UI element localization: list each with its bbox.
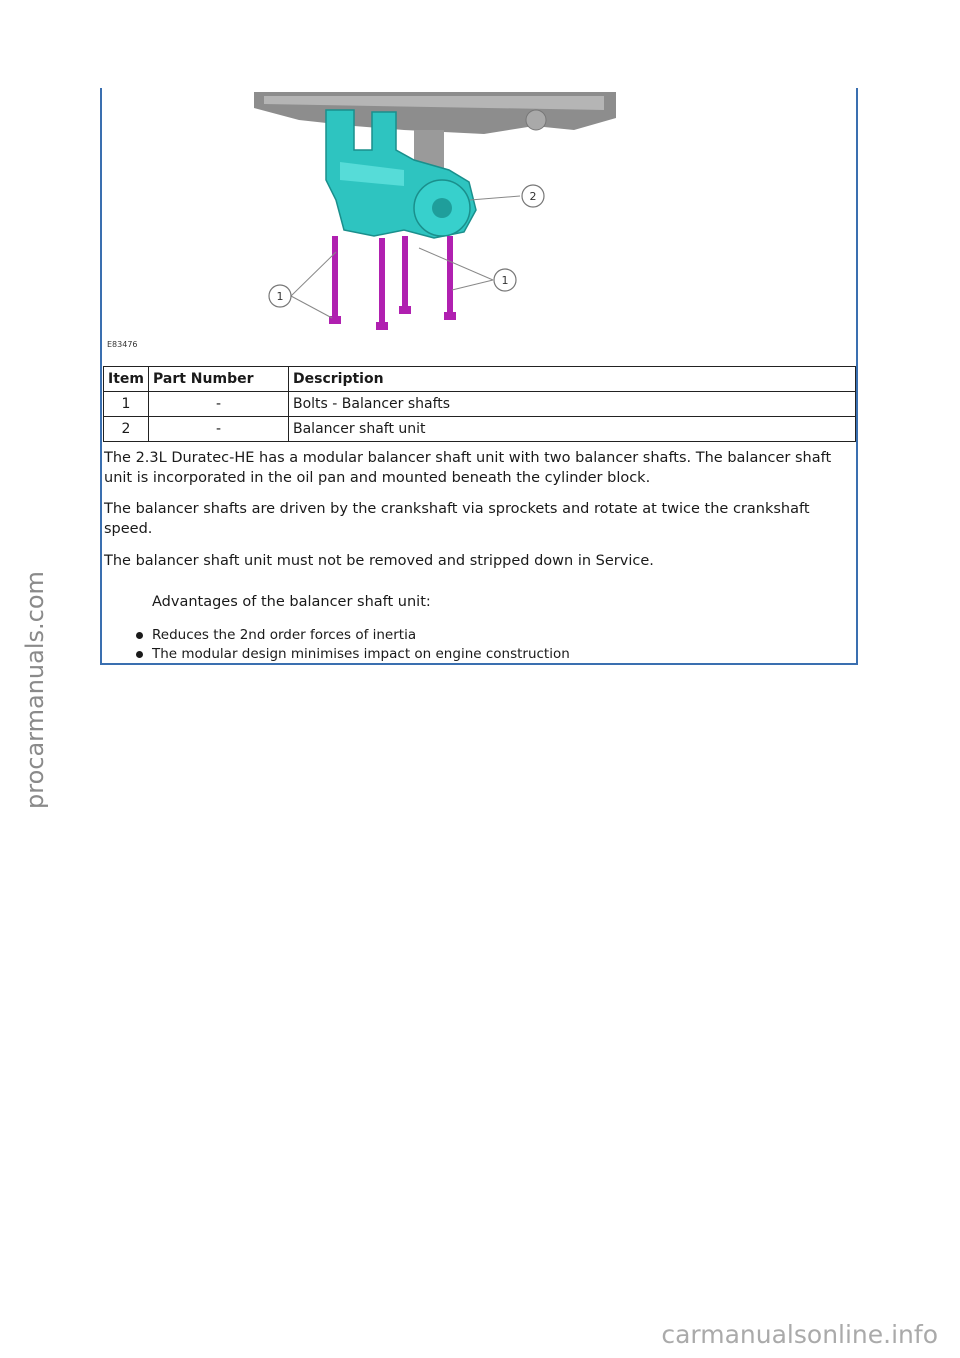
svg-text:2: 2 (529, 190, 537, 203)
engine-boss (526, 110, 546, 130)
balancer-shaft-figure (104, 90, 854, 352)
list-item-text: The modular design minimises impact on engine construction (152, 646, 570, 662)
advantages-list (130, 626, 570, 664)
cell-part-number: - (149, 392, 289, 417)
parts-table (103, 366, 856, 442)
leader-line (291, 252, 336, 296)
bullet-icon (136, 651, 143, 658)
callout-2 (522, 185, 544, 207)
bolt (402, 236, 408, 308)
leader-line (419, 248, 493, 280)
cell-description: Balancer shaft unit (289, 417, 856, 442)
leader-line (452, 280, 493, 290)
bolt (332, 236, 338, 318)
cell-part-number: - (149, 417, 289, 442)
callout-1-right (494, 269, 516, 291)
header-item: Item (104, 367, 149, 392)
cell-item: 2 (104, 417, 149, 442)
paragraph-drive: The balancer shafts are driven by the crankshaft via sprockets and rotate at twice the crankshaft speed. (104, 501, 810, 537)
bullet-icon (136, 632, 143, 639)
leader-line (291, 296, 332, 318)
list-item-text: Reduces the 2nd order forces of inertia (152, 627, 417, 643)
bolt-head (399, 306, 411, 314)
figure-id: E83476 (107, 340, 138, 349)
callout-1-left (269, 285, 291, 307)
balancer-shaft-illustration (104, 90, 854, 352)
bolt-head (444, 312, 456, 320)
bottom-watermark: carmanualsonline.info (661, 1320, 938, 1349)
cell-description: Bolts - Balancer shafts (289, 392, 856, 417)
table-row (104, 392, 856, 417)
advantages-heading: Advantages of the balancer shaft unit: (152, 594, 431, 610)
header-part-number: Part Number (149, 367, 289, 392)
bolt (379, 238, 385, 324)
bolt-head (376, 322, 388, 330)
paragraph-intro: The 2.3L Duratec-HE has a modular balancer shaft unit with two balancer shafts. The balancer shaft unit is incorporated in the oil pan and mounted beneath the cylinder block. (104, 450, 832, 486)
leader-line (470, 196, 520, 200)
header-description: Description (289, 367, 856, 392)
paragraph-service: The balancer shaft unit must not be removed and stripped down in Service. (104, 553, 654, 569)
table-header-row (104, 367, 856, 392)
bolt (447, 236, 453, 314)
list-item (130, 626, 570, 645)
svg-text:1: 1 (501, 274, 509, 287)
balancer-hub (432, 198, 452, 218)
list-item (130, 645, 570, 664)
table-row (104, 417, 856, 442)
cell-item: 1 (104, 392, 149, 417)
side-watermark: procarmanuals.com (21, 571, 49, 809)
svg-text:1: 1 (276, 290, 284, 303)
bolts-group (329, 236, 456, 330)
